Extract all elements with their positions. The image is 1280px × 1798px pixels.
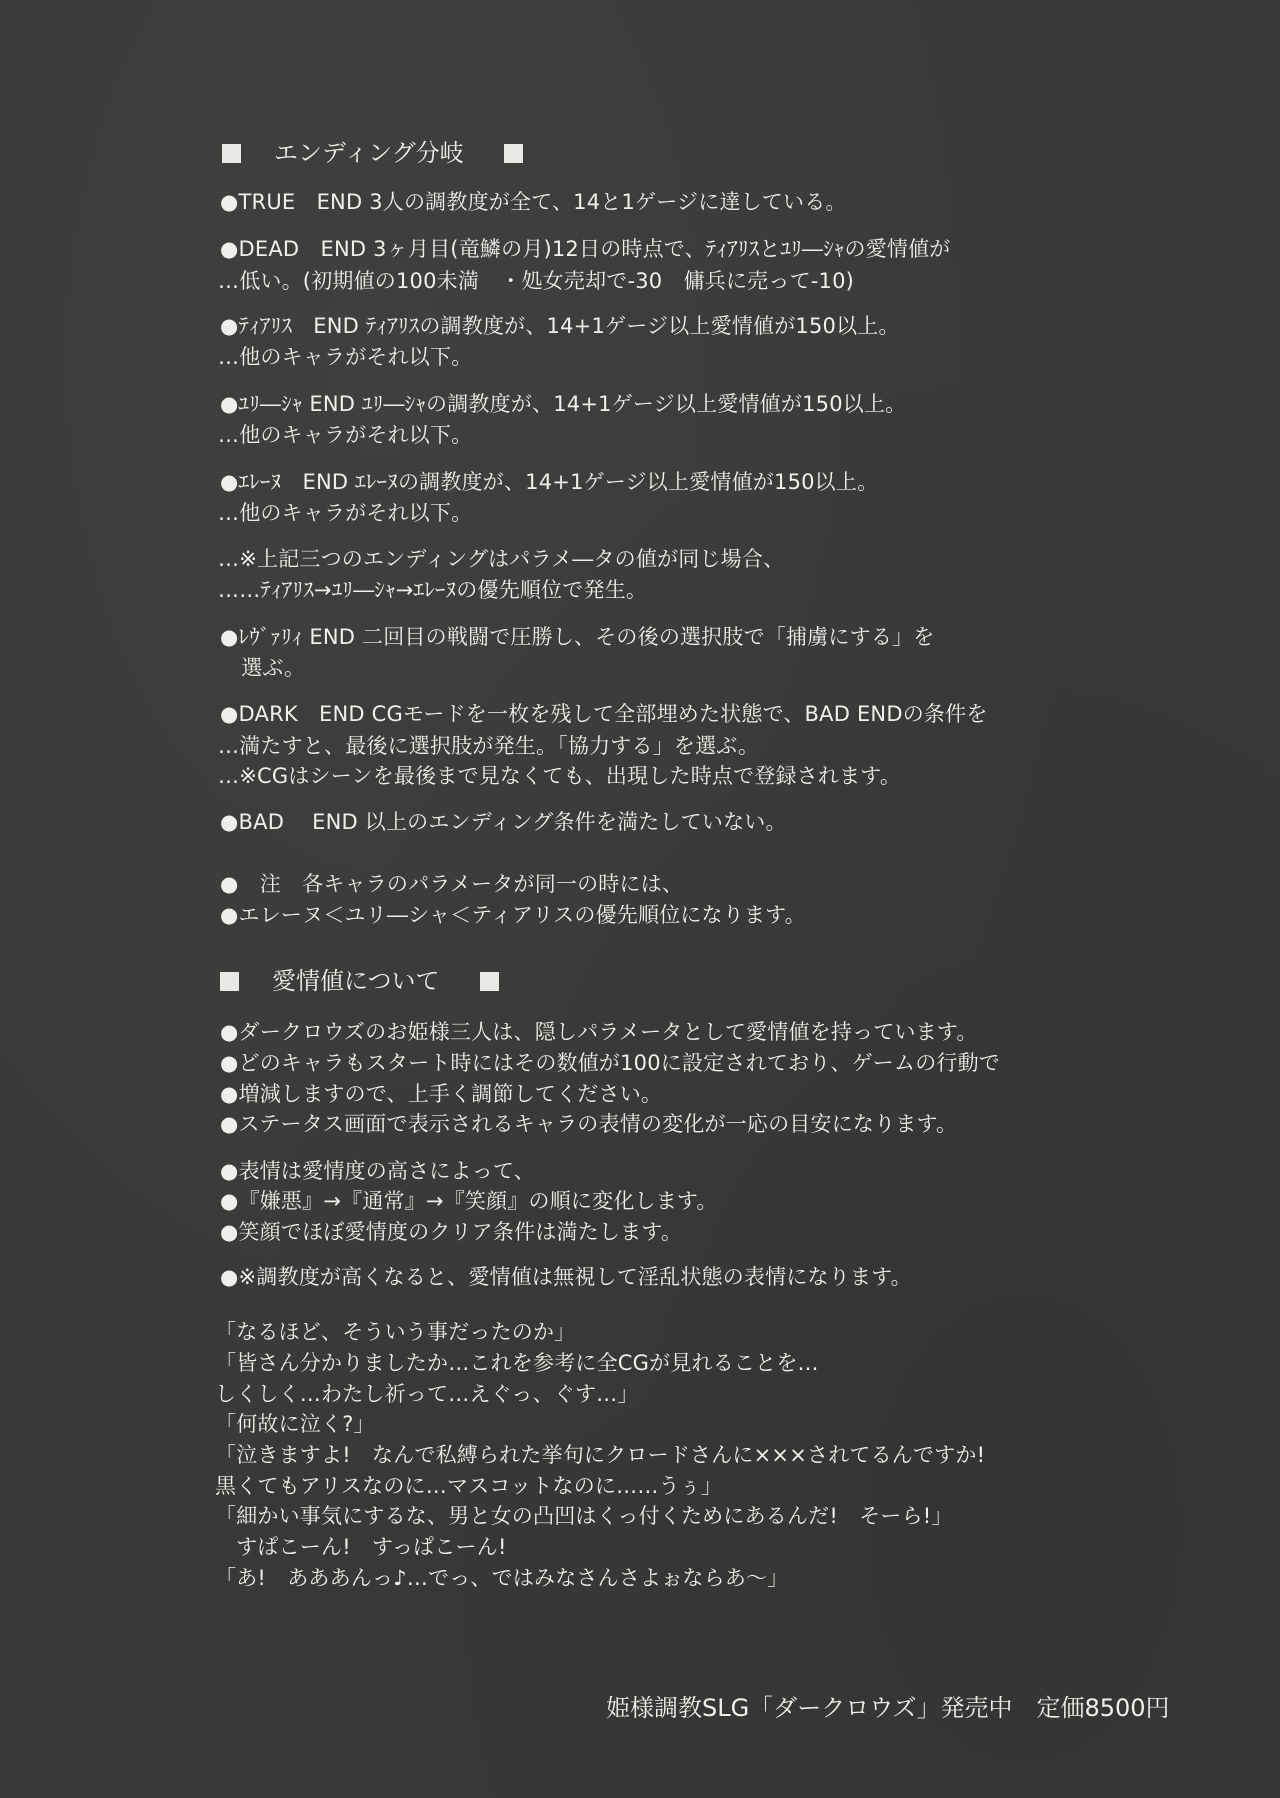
ending-revaly: ●ﾚｳﾞｧﾘｨ END 二回目の戦闘で圧勝し、その後の選択肢で「捕虜にする」を [220, 625, 935, 649]
ending-note: ● 注 各キャラのパラメータが同一の時には、 [220, 872, 684, 896]
dialogue-line: 「細かい事気にするな、男と女の凸凹はくっ付くためにあるんだ! そーら!」 [215, 1504, 953, 1528]
ending-note-order: ●エレーヌ＜ユリ―シャ＜ティアリスの優先順位になります。 [220, 903, 806, 927]
endings-heading [222, 141, 523, 165]
square-bullet-icon [220, 972, 239, 991]
ending-dead-cont: …低い。(初期値の100未満 ・処女売却で-30 傭兵に売って-10) [218, 269, 855, 293]
ending-true: ●TRUE END 3人の調教度が全て、14と1ゲージに達している。 [220, 190, 847, 214]
affection-line: ●増減しますので、上手く調節してください。 [220, 1082, 663, 1106]
ending-elene-cont: …他のキャラがそれ以下。 [218, 501, 473, 525]
square-bullet-icon [222, 144, 241, 163]
dialogue-line: 「なるほど、そういう事だったのか」 [215, 1320, 576, 1344]
affection-line: ●どのキャラもスタート時にはその数値が100に設定されており、ゲームの行動で [220, 1051, 1001, 1075]
endings-heading-text: エンディング分岐 [274, 139, 464, 167]
ending-elene: ●ｴﾚｰﾇ END ｴﾚｰﾇの調教度が、14+1ゲージ以上愛情値が150以上。 [220, 470, 879, 494]
ending-dark-cont: …満たすと、最後に選択肢が発生。「協力する」を選ぶ。 [218, 734, 760, 758]
ending-tiaris-cont: …他のキャラがそれ以下。 [218, 345, 473, 369]
dialogue-line: 「何故に泣く?」 [215, 1412, 375, 1436]
ending-priority-note: …※上記三つのエンディングはパラメ―タの値が同じ場合、 [218, 547, 785, 571]
ending-priority-order: ……ﾃｨｱﾘｽ→ﾕﾘ―ｼｬ→ｴﾚｰﾇの優先順位で発生。 [218, 578, 648, 602]
dialogue-line: 「皆さん分かりましたか…これを参考に全CGが見れることを… [215, 1351, 819, 1375]
dialogue-line: 「泣きますよ! なんで私縛られた挙句にクロードさんに×××されてるんですか! [215, 1443, 986, 1467]
dialogue-line: しくしく…わたし祈って…えぐっ、ぐす…」 [215, 1382, 639, 1406]
affection-heading-text: 愛情値について [272, 967, 440, 995]
ending-yurisha-cont: …他のキャラがそれ以下。 [218, 423, 473, 447]
dialogue-line: 「あ! あああんっ♪…でっ、ではみなさんさよぉならあ～」 [215, 1566, 789, 1590]
dialogue-line: 黒くてもアリスなのに…マスコットなのに……うぅ」 [215, 1474, 723, 1498]
ending-dead: ●DEAD END 3ヶ月目(竜鱗の月)12日の時点で、ﾃｨｱﾘｽとﾕﾘ―ｼｬの愛情値が [220, 237, 951, 261]
affection-heading [220, 969, 499, 993]
affection-line: ●笑顔でほぼ愛情度のクリア条件は満たします。 [220, 1220, 683, 1244]
affection-line: ●※調教度が高くなると、愛情値は無視して淫乱状態の表情になります。 [220, 1265, 912, 1289]
ending-yurisha: ●ﾕﾘ―ｼｬ END ﾕﾘ―ｼｬの調教度が、14+1ゲージ以上愛情値が150以上。 [220, 392, 907, 416]
ending-dark-note: …※CGはシーンを最後まで見なくても、出現した時点で登録されます。 [218, 764, 902, 788]
affection-line: ●表情は愛情度の高さによって、 [220, 1159, 535, 1183]
square-bullet-icon [480, 972, 499, 991]
affection-line: ●『嫌悪』→『通常』→『笑顔』の順に変化します。 [220, 1189, 718, 1213]
ending-dark: ●DARK END CGモードを一枚を残して全部埋めた状態で、BAD ENDの条件を [220, 702, 988, 726]
ending-bad: ●BAD END 以上のエンディング条件を満たしていない。 [220, 810, 787, 834]
affection-line: ●ダークロウズのお姫様三人は、隠しパラメータとして愛情値を持っています。 [220, 1020, 978, 1044]
ending-tiaris: ●ﾃｨｱﾘｽ END ﾃｨｱﾘｽの調教度が、14+1ゲージ以上愛情値が150以上。 [220, 314, 900, 338]
square-bullet-icon [504, 144, 523, 163]
dialogue-line: すぱこーん! すっぱこーん! [215, 1535, 507, 1559]
footer-ad: 姫様調教SLG「ダークロウズ」発売中 定価8500円 [606, 1694, 1170, 1722]
affection-line: ●ステータス画面で表示されるキャラの表情の変化が一応の目安になります。 [220, 1112, 958, 1136]
ending-revaly-cont: 選ぶ。 [220, 656, 306, 680]
